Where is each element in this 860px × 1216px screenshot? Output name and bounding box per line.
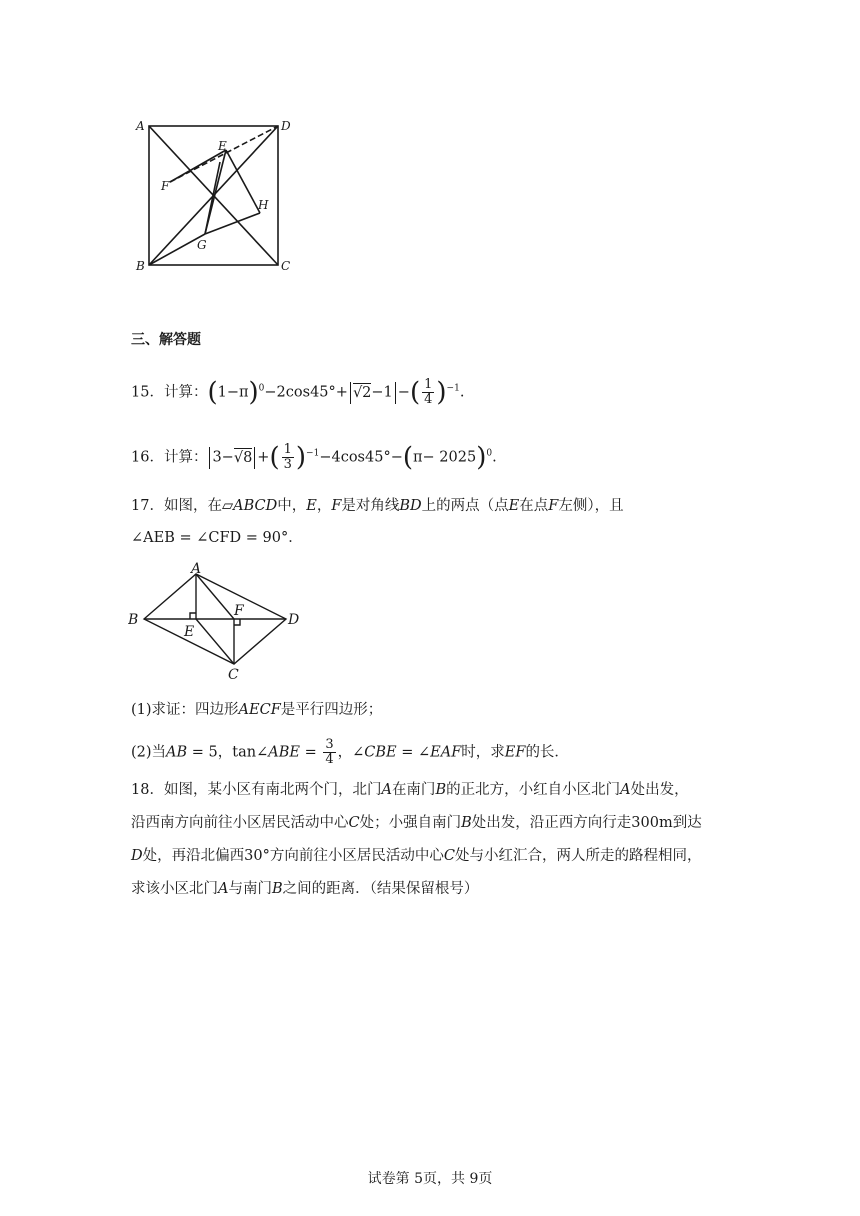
parallelogram-figure xyxy=(128,560,308,682)
q16-prefix: 计算： xyxy=(163,449,208,466)
fig2-label-c: C xyxy=(228,667,239,682)
question-17-part2: (2)当AB = 5，tan∠ABE = $\frac{3}{4}$ ，∠CBE = ∠EAF时，求EF的长． xyxy=(131,737,569,767)
section-heading: 三、解答题 xyxy=(131,332,201,348)
page-footer: 试卷第 5页，共 9页 xyxy=(367,1171,493,1187)
q15-number: 15． xyxy=(131,384,164,401)
fig1-label-a: A xyxy=(136,119,145,133)
fig2-label-d: D xyxy=(288,612,300,628)
fig1-label-d: D xyxy=(281,119,291,133)
fig2-label-b: B xyxy=(128,612,139,628)
fig2-label-a: A xyxy=(191,561,202,577)
fig1-label-g: G xyxy=(197,238,207,252)
fig1-label-c: C xyxy=(281,259,291,273)
question-18-line1: 18．如图，某小区有南北两个门，北门A在南门B的正北方，小红自小区北门A处出发， xyxy=(131,782,689,798)
q15-prefix: 计算： xyxy=(163,384,208,401)
question-17-line1: 17．如图，在▱ABCD中，E，F是对角线BD上的两点（点E在点F左侧），且 xyxy=(131,498,624,514)
question-17-line2: ∠AEB = ∠CFD = 90°． xyxy=(131,530,303,546)
fig1-label-f: F xyxy=(161,179,170,193)
fig1-label-b: B xyxy=(136,259,145,273)
question-18-line3: D处，再沿北偏西30°方向前往小区居民活动中心C处与小红汇合，两人所走的路程相同， xyxy=(131,848,702,864)
question-17-part1: (1)求证：四边形AECF是平行四边形； xyxy=(131,702,383,718)
fig2-label-f: F xyxy=(234,603,244,619)
fig1-label-h: H xyxy=(258,198,269,212)
fig1-label-e: E xyxy=(218,139,227,153)
square-figure xyxy=(130,112,300,274)
q16-number: 16． xyxy=(131,449,164,466)
question-15: 15．计算：$(1-\pi)^0-2\cos 45^\circ+ √2-1$ −( $\frac{1}{4}$ )$^{-1}$. xyxy=(131,377,465,408)
question-16: 16．计算： 3−√8 +( $\frac{1}{3}$ )$^{-1}-4\cos 45^\circ-(\pi- 2025)^0$. xyxy=(131,442,497,473)
question-18-line2: 沿西南方向前往小区居民活动中心C处；小强自南门B处出发，沿正西方向行走300m到达 xyxy=(131,815,702,831)
fig2-label-e: E xyxy=(184,624,195,640)
question-18-line4: 求该小区北门A与南门B之间的距离．（结果保留根号） xyxy=(131,881,479,897)
